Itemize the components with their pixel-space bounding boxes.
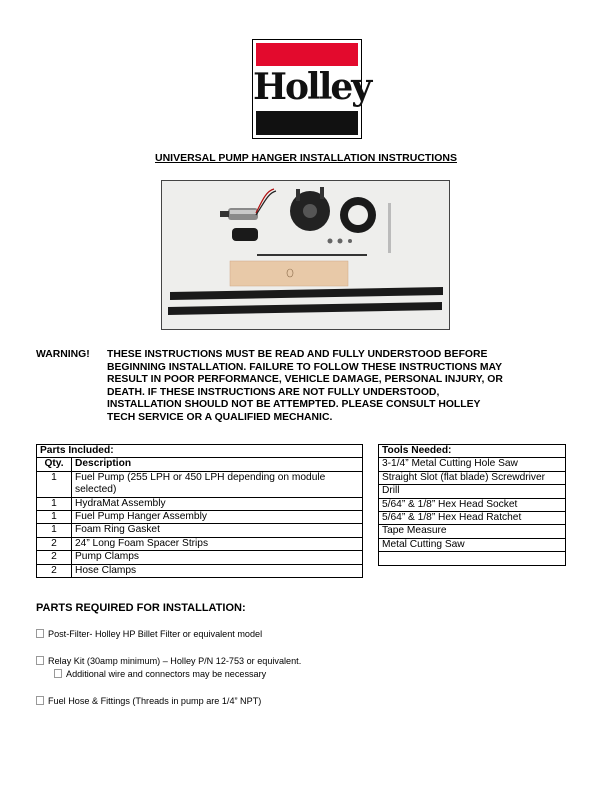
tools-needed-table [378,444,566,566]
table-row [379,538,566,551]
table-row [379,512,566,525]
part-desc: Fuel Pump Hanger Assembly [72,511,363,524]
part-desc: Pump Clamps [72,551,363,564]
list-item-text: Additional wire and connectors may be necessary [66,669,267,679]
part-qty: 2 [37,537,72,550]
warning-line: THESE INSTRUCTIONS MUST BE READ AND FULLY UNDERSTOOD BEFORE [107,349,488,360]
bullet-box-icon [36,696,44,705]
bullet-box-icon [36,629,44,638]
table-row [37,471,363,497]
table-row [379,458,566,471]
warning-line: RESULT IN POOR PERFORMANCE, VEHICLE DAMAGE, PERSONAL INJURY, OR [107,374,503,386]
page-title: UNIVERSAL PUMP HANGER INSTALLATION INSTRUCTIONS [155,152,457,164]
tool-item: 5/64” & 1/8” Hex Head Socket [379,498,566,511]
logo-black-band [256,111,358,135]
warning-line: INSTALLATION SHOULD NOT BE ATTEMPTED. PLEASE CONSULT HOLLEY [107,399,481,411]
table-row [379,498,566,511]
part-qty: 2 [37,564,72,577]
warning-line: BEGINNING INSTALLATION. FAILURE TO FOLLOW THESE INSTRUCTIONS MAY [107,361,503,373]
table-row [37,497,363,510]
qty-header: Qty. [37,458,72,471]
table-row [379,471,566,484]
part-qty: 1 [37,497,72,510]
list-item [36,696,261,706]
template-image [230,261,348,286]
list-item [36,629,262,639]
bullet-box-icon [54,669,62,678]
parts-photo-illustration [162,181,449,329]
logo-wordmark: Holley [253,66,371,108]
part-desc: Fuel Pump (255 LPH or 450 LPH depending on module selected) [72,471,363,497]
warning-text [107,349,592,425]
table-row [37,537,363,550]
tools-heading: Tools Needed: [379,445,566,458]
warning-line: TECH SERVICE OR A QUALIFIED MECHANIC. [107,411,333,423]
table-row [379,485,566,498]
table-row [379,525,566,538]
parts-required-heading: PARTS REQUIRED FOR INSTALLATION: [36,602,246,614]
part-qty: 1 [37,471,72,497]
part-desc: Foam Ring Gasket [72,524,363,537]
part-qty: 1 [37,524,72,537]
tool-item: Drill [379,485,566,498]
hydramat-image [232,228,258,241]
tool-item: Metal Cutting Saw [379,538,566,551]
part-desc: 24” Long Foam Spacer Strips [72,537,363,550]
part-qty: 1 [37,511,72,524]
list-item-text: Fuel Hose & Fittings (Threads in pump are 1/4” NPT) [48,696,262,706]
bullet-box-icon [36,656,44,665]
part-qty: 2 [37,551,72,564]
pump-hanger-image [290,187,330,231]
table-row [379,552,566,565]
warning-label: WARNING! [36,349,90,360]
list-item-text: Post-Filter- Holley HP Billet Filter or equivalent model [48,629,263,639]
part-desc: Hose Clamps [72,564,363,577]
part-desc: HydraMat Assembly [72,497,363,510]
table-row [37,564,363,577]
description-header: Description [72,458,363,471]
table-row [37,524,363,537]
rod-image [388,203,391,253]
tool-item: 3-1/4” Metal Cutting Hole Saw [379,458,566,471]
parts-heading: Parts Included: [37,445,363,458]
tool-item: 5/64” & 1/8” Hex Head Ratchet [379,512,566,525]
table-row [37,551,363,564]
parts-included-table [36,444,363,578]
table-row [37,511,363,524]
tool-item-empty [379,552,566,565]
list-item [36,656,301,666]
tool-item: Straight Slot (flat blade) Screwdriver [379,471,566,484]
parts-photo [161,180,450,330]
list-item-text: Relay Kit (30amp minimum) – Holley P/N 12-753 or equivalent. [48,656,302,666]
list-item-sub [54,669,266,679]
warning-line: DEATH. IF THESE INSTRUCTIONS ARE NOT FULLY UNDERSTOOD, [107,386,440,398]
tool-item: Tape Measure [379,525,566,538]
holley-logo [252,39,371,139]
